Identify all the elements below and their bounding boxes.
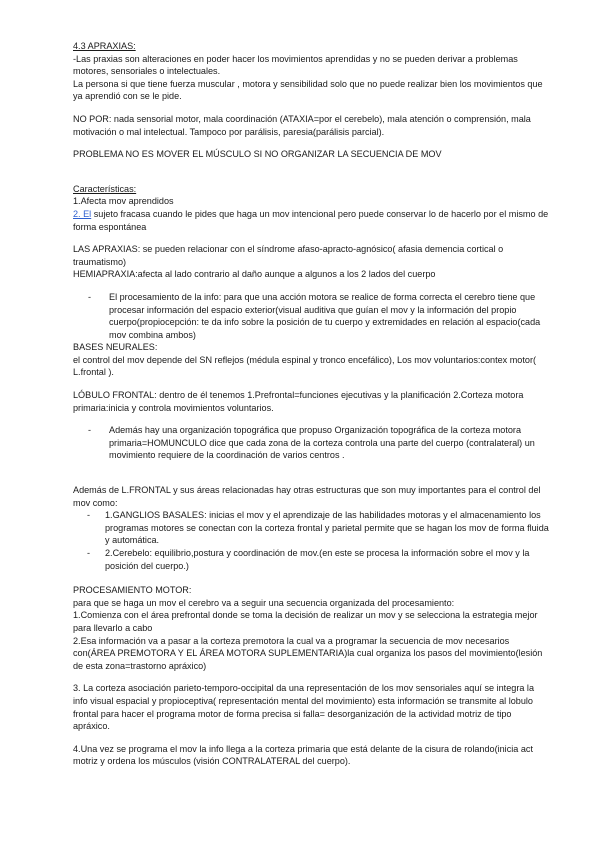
paragraph-bases-neurales: el control del mov depende del SN reflejos (médula espinal y tronco encefálico), Los mov voluntarios:contex motor( L.frontal ). [73,354,537,378]
list-item [73,547,550,572]
paragraph-procesamiento-2: 2.Esa información va a pasar a la corteza premotora la cual va a programar la secuencia de mov necesarios con(ÁREA PREMOTORA Y EL ÁREA MOTORA SUPLEMENTARIA)la cual organiza los pasos del movimiento(lesión de esta zona=trastorno apráxico) [73,635,543,671]
list-item-text: 2.Cerebelo: equilibrio,postura y coordinación de mov.(en este se procesa la información sobre el mov y la posición del cuerpo.) [105,548,530,571]
list-item [73,424,550,462]
paragraph-problema: PROBLEMA NO ES MOVER EL MÚSCULO SI NO ORGANIZAR LA SECUENCIA DE MOV [73,149,442,160]
heading-bases-neurales: BASES NEURALES: [73,342,158,353]
heading-procesamiento-motor: PROCESAMIENTO MOTOR: [73,585,192,596]
paragraph-las-apraxias: LAS APRAXIAS: se pueden relacionar con el síndrome afaso-apracto-agnósico( afasia demencia cortical o traumatismo) [73,244,504,267]
section-title-apraxias: 4.3 APRAXIAS: [73,41,136,51]
list-item-text: Además hay una organización topográfica que propuso Organización topográfica de la corteza motora primaria=HOMUNCULO dice que cada zona de la corteza controla una parte del cuerpo (contralateral) un movimiento requiere de la coordinación de varios centros . [109,425,535,461]
paragraph-lobulo-frontal: LÓBULO FRONTAL: dentro de él tenemos 1.Prefrontal=funciones ejecutivas y la planificación 2.Corteza motora primaria:inicia y controla movimientos voluntarios. [73,390,524,413]
list-item-text: El procesamiento de la info: para que una acción motora se realice de forma correcta el cerebro tiene que procesar información del espacio exterior(visual auditiva que guían el mov y la información del propio cuerpo(propiocepción: te da info sobre la posición de tu cuerpo y extremidades en relación al espacio(cada mov combina ambos) [109,291,541,340]
list-homunculo [73,424,550,462]
paragraph-definicion: -Las praxias son alteraciones en poder hacer los movimientos aprendidas y no se pueden derivar a problemas motores, sensoriales o intelectuales. [73,53,518,77]
caracteristica-1: 1.Afecta mov aprendidos [73,196,174,207]
paragraph-procesamiento-1: 1.Comienza con el área prefrontal donde se toma la decisión de realizar un mov y se selecciona la estrategia mejor para llevarlo a cabo [73,610,538,633]
bullet-dash: - [88,425,92,436]
document-body [73,40,550,768]
paragraph-procesamiento-3: 3. La corteza asociación parieto-temporo-occipital da una representación de los mov sensoriales aquí se integra la info visual espacial y propioceptiva( representación mental del movimiento) esta información se transmite al lobulo frontal para hacer el programa motor de forma precisa si falla= desorganización de la actividad motriz de tipo apráxico. [73,683,535,732]
paragraph-hemiapraxia: HEMIAPRAXIA:afecta al lado contrario al daño aunque a algunos a los 2 lados del cuerpo [73,269,436,280]
bullet-dash: - [88,291,92,302]
bullet-dash: - [87,510,91,521]
caracteristica-2-text: sujeto fracasa cuando le pides que haga un mov intencional pero puede conservar lo de hacerlo por el mismo de forma espontánea [73,208,549,232]
heading-caracteristicas: Características: [73,183,137,194]
caracteristica-2 [73,208,550,233]
paragraph-procesamiento-intro: para que se haga un mov el cerebro va a seguir una secuencia organizada del procesamiento: [73,597,455,608]
paragraph-no-por: NO POR: nada sensorial motor, mala coordinación (ATAXIA=por el cerebelo), mala atención o comprensión, mala motivación o mal intelectual. Tampoco por parálisis, paresia(parálisis parcial). [73,113,531,137]
list-item [73,509,550,547]
paragraph-ademas: Además de L.FRONTAL y sus áreas relacionadas hay otras estructuras que son muy importantes para el control del mov como: [73,485,541,508]
list-procesamiento-info [73,291,550,341]
list-item [73,291,550,341]
bullet-dash: - [87,548,91,558]
list-estructuras [73,509,550,572]
list-item-text: 1.GANGLIOS BASALES: inicias el mov y el aprendizaje de las habilidades motoras y el almacenamiento los programas motores se conectan con la corteza frontal y parietal permite que se hagan los mov de forma fluida y automática. [105,510,549,546]
paragraph-procesamiento-4: 4.Una vez se programa el mov la info llega a la corteza primaria que está delante de la cisura de rolando(inicia act motriz y ordena los músculos (visión CONTRALATERAL del cuerpo). [73,743,533,767]
paragraph-persona: La persona si que tiene fuerza muscular , motora y sensibilidad solo que no puede realizar bien los movimientos que ya aprendió con se le pide. [73,78,543,102]
caracteristica-2-link[interactable]: 2. El [73,208,92,219]
